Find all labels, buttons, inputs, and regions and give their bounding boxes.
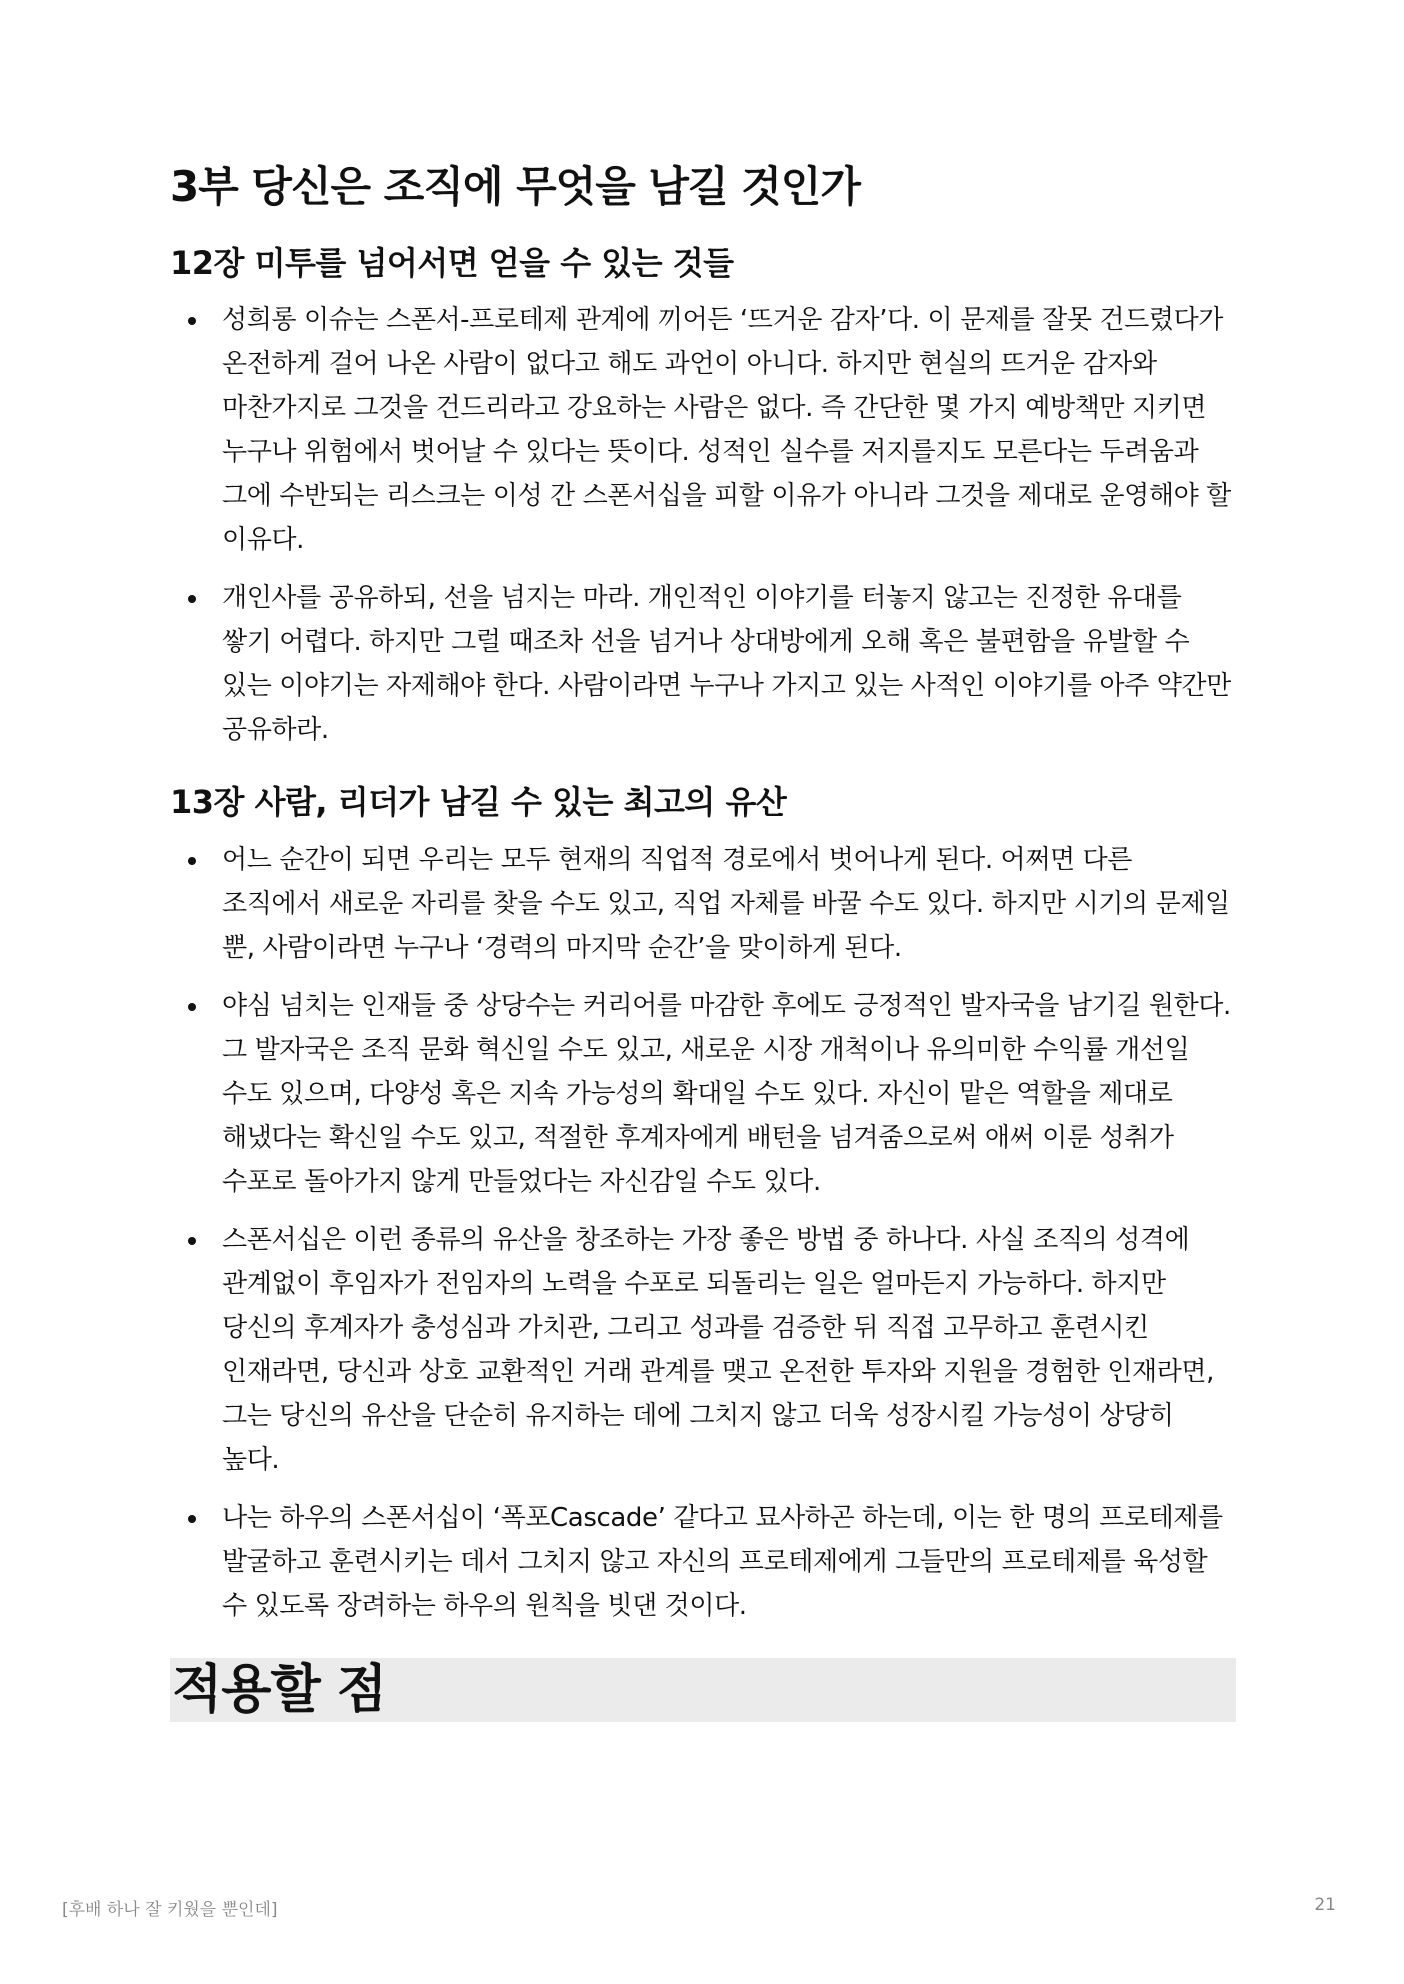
bullet-dot-icon [188,1003,196,1011]
list-item [170,576,1236,752]
list-item [170,1496,1236,1628]
list-item-text: 개인사를 공유하되, 선을 넘지는 마라. 개인적인 이야기를 터놓지 않고는 진정한 유대를 쌓기 어렵다. 하지만 그럴 때조차 선을 넘거나 상대방에게 오해 혹은 불편함을 유발할 수 있는 이야기는 자제해야 한다. 사람이라면 누구나 가지고 있는 사적인 이야기를 아주 약간만 공유하라. [222,583,1231,746]
apply-heading: 적용할 점 [170,1658,1236,1722]
list-item-text: 나는 하우의 스폰서십이 ‘폭포Cascade’ 같다고 묘사하곤 하는데, 이는 한 명의 프로테제를 발굴하고 훈련시키는 데서 그치지 않고 자신의 프로테제에게 그들만의 프로테제를 육성할 수 있도록 장려하는 하우의 원칙을 빗댄 것이다. [222,1502,1223,1621]
chapter-title: 13장 사람, 리더가 남길 수 있는 최고의 유산 [170,783,787,822]
footer-book-title: [후배 하나 잘 키웠을 뿐인데] [62,1900,278,1920]
bullet-list [170,298,1236,752]
page-content [170,160,1236,1722]
list-item-text: 야심 넘치는 인재들 중 상당수는 커리어를 마감한 후에도 긍정적인 발자국을 남기길 원한다. 그 발자국은 조직 문화 혁신일 수도 있고, 새로운 시장 개척이나 유의미한 수익률 개선일 수도 있으며, 다양성 혹은 지속 가능성의 확대일 수도 있다. 자신이 맡은 역할을 제대로 해냈다는 확신일 수도 있고, 적절한 후계자에게 배턴을 넘겨줌으로써 애써 이룬 성취가 수포로 돌아가지 않게 만들었다는 자신감일 수도 있다. [222,990,1231,1197]
bullet-dot-icon [188,1515,196,1523]
bullet-dot-icon [188,1237,196,1245]
list-item [170,838,1236,970]
bullet-dot-icon [188,595,196,603]
list-item-text: 성희롱 이슈는 스폰서-프로테제 관계에 끼어든 ‘뜨거운 감자’다. 이 문제를 잘못 건드렸다가 온전하게 걸어 나온 사람이 없다고 해도 과언이 아니다. 하지만 현실의 뜨거운 감자와 마찬가지로 그것을 건드리라고 강요하는 사람은 없다. 즉 간단한 몇 가지 예방책만 지키면 누구나 위험에서 벗어날 수 있다는 뜻이다. 성적인 실수를 저지를지도 모른다는 두려움과 그에 수반되는 리스크는 이성 간 스폰서십을 피할 이유가 아니라 그것을 제대로 운영해야 할 이유다. [222,305,1231,556]
list-item [170,984,1236,1204]
part-title: 3부 당신은 조직에 무엇을 남길 것인가 [170,162,860,211]
chapter-13 [170,782,1236,1628]
list-item-text: 어느 순간이 되면 우리는 모두 현재의 직업적 경로에서 벗어나게 된다. 어쩌면 다른 조직에서 새로운 자리를 찾을 수도 있고, 직업 자체를 바꿀 수도 있다. 하지만 시기의 문제일 뿐, 사람이라면 누구나 ‘경력의 마지막 순간’을 맞이하게 된다. [222,844,1230,963]
bullet-list [170,838,1236,1628]
bullet-dot-icon [188,857,196,865]
bullet-dot-icon [188,317,196,325]
list-item [170,298,1236,562]
list-item [170,1218,1236,1482]
chapter-title: 12장 미투를 넘어서면 얻을 수 있는 것들 [170,243,734,282]
list-item-text: 스폰서십은 이런 종류의 유산을 창조하는 가장 좋은 방법 중 하나다. 사실 조직의 성격에 관계없이 후임자가 전임자의 노력을 수포로 되돌리는 일은 얼마든지 가능하다. 하지만 당신의 후계자가 충성심과 가치관, 그리고 성과를 검증한 뒤 직접 고무하고 훈련시킨 인재라면, 당신과 상호 교환적인 거래 관계를 맺고 온전한 투자와 지원을 경험한 인재라면, 그는 당신의 유산을 단순히 유지하는 데에 그치지 않고 더욱 성장시킬 가능성이 상당히 높다. [222,1224,1215,1475]
footer-page-number: 21 [1314,1895,1336,1915]
chapter-12 [170,243,1236,753]
